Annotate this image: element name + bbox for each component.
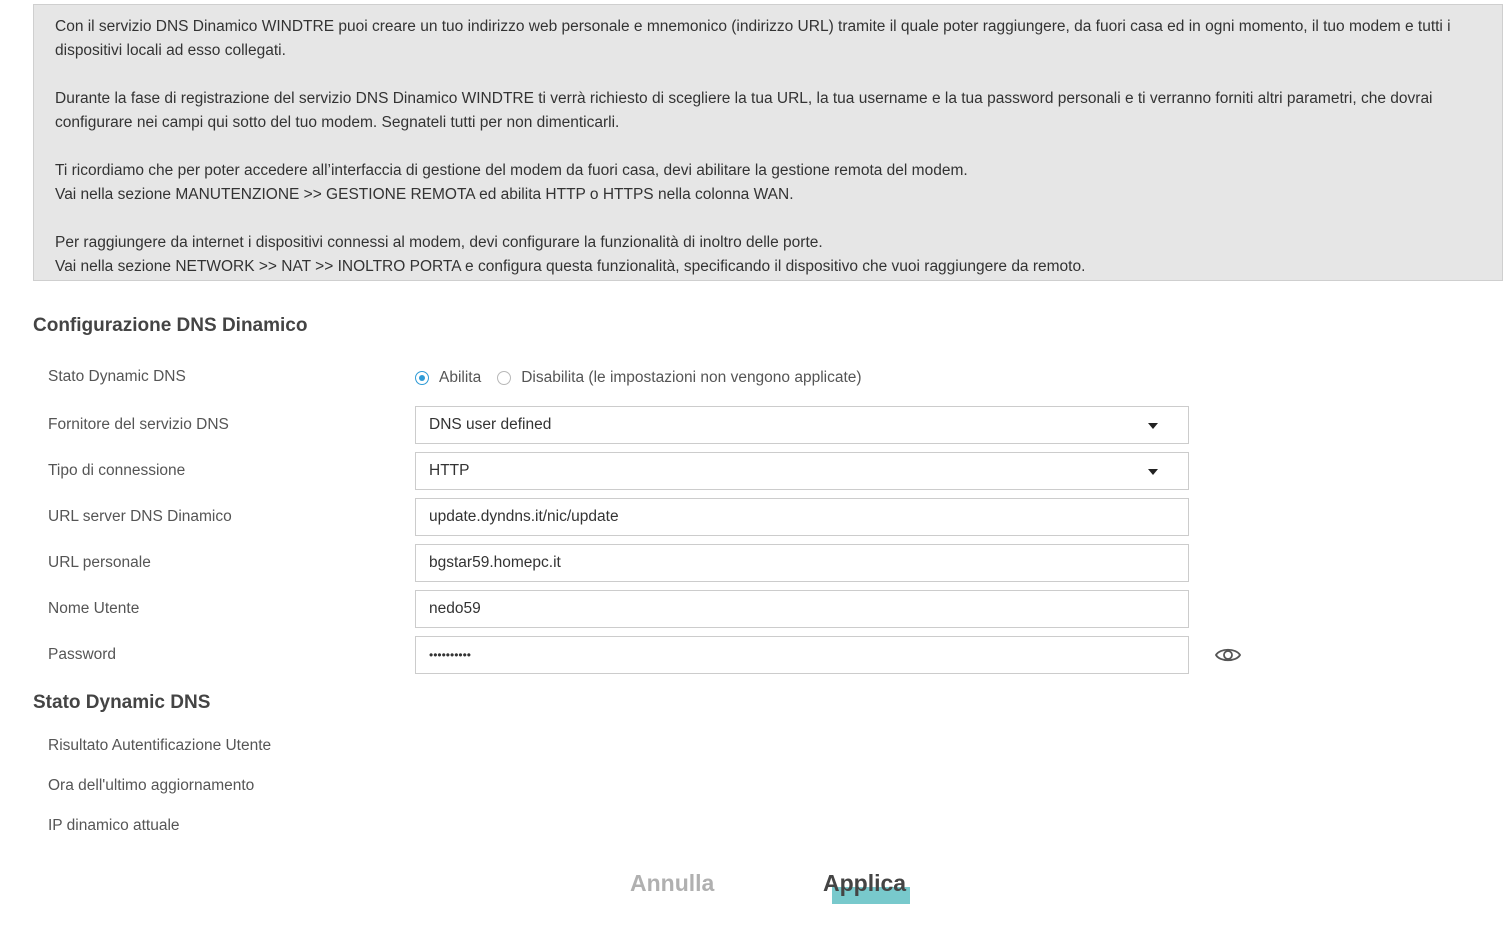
info-paragraph-4 bbox=[55, 231, 1502, 279]
info-paragraph-3 bbox=[55, 159, 1502, 207]
auth-result-label: Risultato Autentificazione Utente bbox=[48, 737, 272, 754]
server-url-label: URL server DNS Dinamico bbox=[48, 508, 232, 525]
info-remote-management-path: Vai nella sezione MANUTENZIONE >> GESTIONE REMOTA ed abilita HTTP o HTTPS nella colonna WAN. bbox=[55, 186, 794, 203]
stato-label: Stato Dynamic DNS bbox=[48, 368, 186, 385]
provider-selected-value: DNS user defined bbox=[429, 416, 552, 433]
caret-down-icon bbox=[1148, 423, 1158, 429]
apply-button[interactable]: Applica bbox=[823, 870, 907, 896]
info-paragraph-2: Durante la fase di registrazione del servizio DNS Dinamico WINDTRE ti verrà richiesto di scegliere la tua URL, la tua username e la tua password personali e ti verranno forniti altri parametri, che dovrai configurare nei campi qui sotto del tuo modem. Segnateli tutti per non dimenticarli. bbox=[55, 90, 1433, 131]
connection-label: Tipo di connessione bbox=[48, 462, 186, 479]
connection-select[interactable] bbox=[415, 452, 1189, 490]
personal-url-label: URL personale bbox=[48, 554, 151, 571]
username-label: Nome Utente bbox=[48, 600, 140, 617]
caret-down-icon bbox=[1148, 469, 1158, 475]
cancel-button[interactable]: Annulla bbox=[630, 870, 715, 896]
personal-url-field[interactable] bbox=[415, 544, 1189, 582]
current-ip-label: IP dinamico attuale bbox=[48, 817, 180, 834]
info-box bbox=[33, 4, 1503, 281]
server-url-field[interactable] bbox=[415, 498, 1189, 536]
info-port-forward-text: Per raggiungere da internet i dispositivi connessi al modem, devi configurare la funzionalità di inoltro delle porte. bbox=[55, 234, 823, 251]
personal-url-input[interactable] bbox=[429, 545, 1188, 581]
status-section-title: Stato Dynamic DNS bbox=[33, 692, 211, 713]
provider-select[interactable] bbox=[415, 406, 1189, 444]
username-input[interactable] bbox=[429, 591, 1188, 627]
info-paragraph-1: Con il servizio DNS Dinamico WINDTRE puoi creare un tuo indirizzo web personale e mnemonico (indirizzo URL) tramite il quale poter raggiungere, da fuori casa ed in ogni momento, il tuo modem e tutti i dispositivi locali ad esso collegati. bbox=[55, 18, 1451, 59]
info-port-forward-path: Vai nella sezione NETWORK >> NAT >> INOLTRO PORTA e configura questa funzionalità, specificando il dispositivo che vuoi raggiungere da remoto. bbox=[55, 258, 1086, 275]
password-masked-value[interactable]: •••••••••• bbox=[429, 648, 472, 662]
username-field[interactable] bbox=[415, 590, 1189, 628]
stato-radio-group bbox=[415, 367, 878, 389]
connection-selected-value: HTTP bbox=[429, 462, 470, 479]
config-section-title: Configurazione DNS Dinamico bbox=[33, 315, 308, 336]
password-label: Password bbox=[48, 646, 117, 663]
radio-enable[interactable] bbox=[415, 371, 429, 385]
radio-disable[interactable] bbox=[497, 371, 511, 385]
radio-disable-label[interactable]: Disabilita (le impostazioni non vengono applicate) bbox=[521, 369, 862, 386]
radio-enable-label[interactable]: Abilita bbox=[439, 369, 482, 386]
password-field[interactable] bbox=[415, 636, 1189, 674]
last-update-label: Ora dell'ultimo aggiornamento bbox=[48, 777, 255, 794]
eye-icon[interactable] bbox=[1214, 644, 1242, 666]
info-remote-management-text: Ti ricordiamo che per poter accedere all’interfaccia di gestione del modem da fuori casa, devi abilitare la gestione remota del modem. bbox=[55, 162, 968, 179]
server-url-input[interactable] bbox=[429, 499, 1188, 535]
provider-label: Fornitore del servizio DNS bbox=[48, 416, 229, 433]
